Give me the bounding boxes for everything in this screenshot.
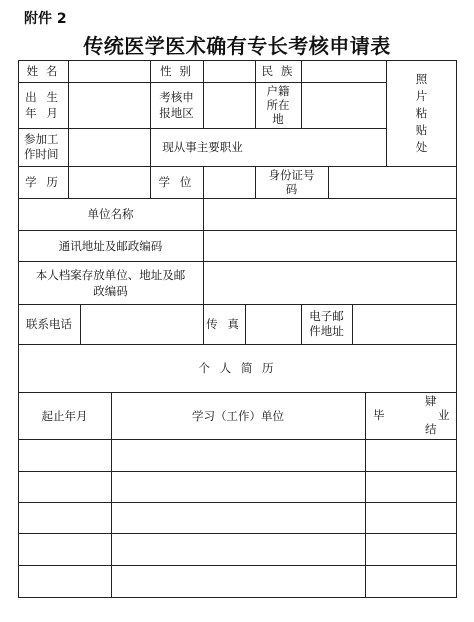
- input-household[interactable]: [301, 82, 386, 128]
- label-household-line1: 户籍: [266, 84, 290, 98]
- label-exam-region-line2: 报地区: [159, 106, 194, 120]
- label-work-start-line2: 作时间: [24, 147, 59, 161]
- label-birth-line1: 出 生: [25, 90, 61, 104]
- label-email-line2: 件地址: [309, 324, 344, 338]
- input-employer[interactable]: [203, 198, 457, 230]
- label-exam-region-line1: 考核申: [159, 90, 194, 104]
- label-degree: 学 位: [158, 175, 195, 189]
- input-gender[interactable]: [203, 60, 255, 82]
- resume-row-2[interactable]: [18, 471, 457, 502]
- label-household-line2: 所在: [266, 98, 290, 112]
- graduated-char-ye: 业: [438, 408, 450, 422]
- label-exam-region: [150, 82, 203, 128]
- label-fax: 传 真: [206, 317, 242, 331]
- label-phone: 联系电话: [26, 317, 72, 331]
- graduated-char-bi: 毕: [373, 408, 385, 422]
- label-birth: [18, 82, 68, 128]
- resume-row-5[interactable]: [18, 565, 457, 597]
- label-id-number-line2: 码: [285, 182, 298, 196]
- resume-header-graduated: [365, 392, 457, 439]
- photo-placeholder[interactable]: [386, 60, 457, 166]
- input-occupation[interactable]: [255, 128, 386, 166]
- resume-header-unit: 学习（工作）单位: [192, 408, 284, 423]
- label-archive-line1: 本人档案存放单位、地址及邮: [35, 267, 186, 282]
- photo-char-1: 照: [415, 71, 428, 86]
- photo-char-3: 粘: [415, 105, 428, 120]
- label-ethnicity: 民 族: [261, 64, 295, 78]
- label-address: 通讯地址及邮政编码: [58, 238, 163, 253]
- label-work-start: [18, 128, 68, 166]
- input-phone[interactable]: [80, 304, 203, 344]
- label-archive-line2: 政编码: [93, 283, 128, 298]
- resume-row-1[interactable]: [18, 439, 457, 471]
- input-address[interactable]: [203, 230, 457, 261]
- input-ethnicity[interactable]: [301, 60, 386, 82]
- label-id-number-line1: 身份证号: [268, 168, 315, 182]
- label-occupation: 现从事主要职业: [162, 140, 243, 154]
- label-household: [255, 82, 301, 128]
- label-employer: 单位名称: [87, 207, 134, 221]
- resume-row-3[interactable]: [18, 502, 457, 533]
- graduated-char-jie: 结: [425, 422, 437, 436]
- input-id-number[interactable]: [328, 166, 457, 198]
- input-archive[interactable]: [203, 261, 457, 304]
- label-work-start-line1: 参加工: [24, 132, 59, 146]
- input-education[interactable]: [68, 166, 150, 198]
- graduated-char-yi: 肄: [425, 394, 437, 408]
- label-email-line1: 电子邮: [309, 309, 344, 323]
- resume-row-4[interactable]: [18, 533, 457, 565]
- input-fax[interactable]: [245, 304, 301, 344]
- label-gender: 性 别: [160, 64, 193, 78]
- form-title: 传统医学医术确有专长考核申请表: [83, 34, 391, 58]
- label-email: [301, 304, 352, 344]
- label-birth-line2: 年 月: [25, 106, 61, 120]
- input-exam-region[interactable]: [203, 82, 255, 128]
- label-id-number: [255, 166, 328, 198]
- photo-char-4: 贴: [415, 122, 428, 137]
- photo-char-2: 片: [415, 88, 428, 103]
- label-archive: [18, 261, 203, 304]
- resume-header-period: 起止年月: [41, 408, 88, 423]
- resume-title: 个 人 简 历: [198, 361, 277, 375]
- input-work-start[interactable]: [68, 128, 150, 166]
- label-education: 学 历: [25, 175, 61, 189]
- input-degree[interactable]: [203, 166, 255, 198]
- attachment-label: 附件 2: [24, 11, 67, 27]
- input-name[interactable]: [68, 60, 150, 82]
- label-name: 姓 名: [26, 64, 60, 78]
- label-household-line3: 地: [272, 112, 284, 126]
- photo-char-5: 处: [415, 139, 428, 154]
- input-email[interactable]: [352, 304, 457, 344]
- input-birth[interactable]: [68, 82, 150, 128]
